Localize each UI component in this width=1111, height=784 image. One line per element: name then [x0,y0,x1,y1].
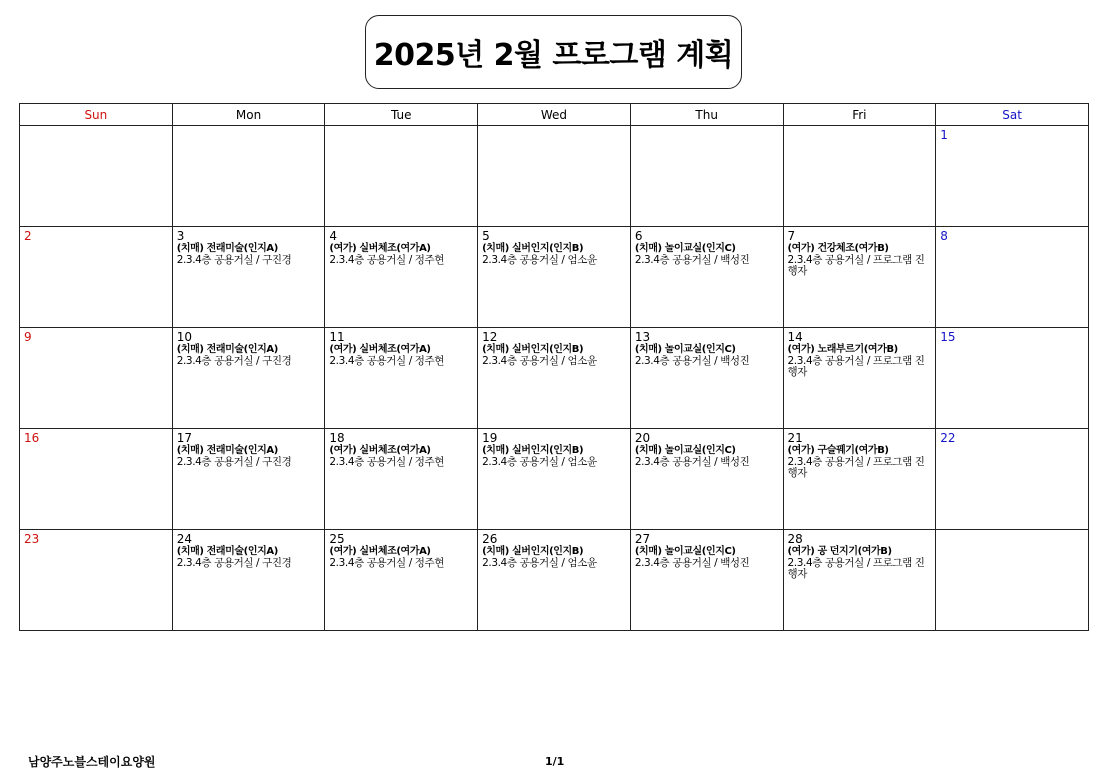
calendar-body [20,126,1089,631]
program-location-staff: 2.3.4층 공용거실 / 엄소윤 [482,456,597,468]
day-number: 10 [176,330,192,344]
day-cell [478,429,631,530]
program-location-staff: 2.3.4층 공용거실 / 백성진 [634,355,750,367]
page-title: 2025년 2월 프로그램 계획 [373,38,734,73]
day-number: 2 [24,229,32,243]
program-title: (여가) 노래부르기(여가B) [787,344,898,355]
day-cell [20,126,173,227]
day-number: 8 [940,229,948,243]
day-number: 11 [329,330,345,344]
day-number: 28 [787,532,803,546]
program-title: (치매) 실버인지(인지B) [482,243,584,254]
weekday-header-row [20,104,1089,126]
program-title: (치매) 실버인지(인지B) [482,344,584,355]
day-number: 27 [634,532,651,546]
program-title: (치매) 전래미술(인지A) [176,445,278,456]
day-number: 6 [634,229,643,243]
footer-page-number: 1/1 [545,755,565,768]
day-cell [478,126,631,227]
week-row [20,126,1089,227]
day-cell [936,328,1089,429]
program-title: (치매) 놀이교실(인지C) [634,546,736,557]
program-title: (치매) 전래미술(인지A) [176,243,278,254]
weekday-header-mon: Mon [172,104,325,126]
calendar-table [19,103,1089,631]
day-cell [783,429,936,530]
day-cell [325,530,478,631]
program-location-staff: 2.3.4층 공용거실 / 정주현 [329,557,445,569]
week-row [20,429,1089,530]
program-title: (여가) 실버체조(여가A) [329,546,431,557]
day-cell [20,328,173,429]
program-title: (여가) 구슬꿰기(여가B) [787,445,889,456]
day-cell [172,126,325,227]
day-cell [325,126,478,227]
day-cell [783,126,936,227]
day-number: 9 [24,330,32,344]
day-cell [783,530,936,631]
program-location-staff: 2.3.4층 공용거실 / 구진경 [176,456,292,468]
day-number: 24 [176,532,192,546]
day-number: 18 [329,431,345,445]
day-cell [20,429,173,530]
day-number: 13 [634,330,651,344]
day-number: 3 [176,229,185,243]
day-cell [478,328,631,429]
program-title: (치매) 실버인지(인지B) [482,546,584,557]
day-cell [783,328,936,429]
day-cell [936,227,1089,328]
day-number: 5 [482,229,490,243]
day-number: 26 [482,532,498,546]
day-cell [172,328,325,429]
weekday-header-thu: Thu [630,104,783,126]
day-cell [936,126,1089,227]
day-number: 16 [24,431,40,445]
title-box [365,15,742,89]
program-location-staff: 2.3.4층 공용거실 / 백성진 [634,557,750,569]
program-title: (치매) 실버인지(인지B) [482,445,584,456]
day-cell [630,126,783,227]
day-number: 20 [634,431,651,445]
weekday-header-sat: Sat [936,104,1089,126]
program-title: (여가) 실버체조(여가A) [329,344,431,355]
day-cell [478,530,631,631]
program-location-staff: 2.3.4층 공용거실 / 정주현 [329,355,445,367]
day-cell [325,328,478,429]
program-title: (치매) 놀이교실(인지C) [634,243,736,254]
day-cell [630,530,783,631]
weekday-header-fri: Fri [783,104,936,126]
program-location-staff: 2.3.4층 공용거실 / 프로그램 진행자 [787,254,925,277]
program-location-staff: 2.3.4층 공용거실 / 백성진 [634,254,750,266]
day-number: 22 [940,431,956,445]
day-cell [630,227,783,328]
program-title: (치매) 전래미술(인지A) [176,546,278,557]
day-cell [936,530,1089,631]
day-cell [172,227,325,328]
day-number: 7 [787,229,796,243]
program-title: (여가) 건강체조(여가B) [787,243,889,254]
day-cell [478,227,631,328]
day-cell [20,227,173,328]
program-location-staff: 2.3.4층 공용거실 / 구진경 [176,254,292,266]
day-number: 17 [176,431,192,445]
day-number: 23 [24,532,40,546]
program-location-staff: 2.3.4층 공용거실 / 정주현 [329,456,445,468]
week-row [20,328,1089,429]
program-location-staff: 2.3.4층 공용거실 / 구진경 [176,557,292,569]
day-number: 4 [329,229,338,243]
program-location-staff: 2.3.4층 공용거실 / 엄소윤 [482,355,597,367]
day-cell [630,328,783,429]
program-location-staff: 2.3.4층 공용거실 / 엄소윤 [482,557,597,569]
program-location-staff: 2.3.4층 공용거실 / 프로그램 진행자 [787,557,925,580]
day-number: 12 [482,330,498,344]
day-cell [783,227,936,328]
weekday-header-tue: Tue [325,104,478,126]
day-cell [630,429,783,530]
program-title: (치매) 전래미술(인지A) [176,344,278,355]
day-cell [936,429,1089,530]
footer-organization: 남양주노블스테이요양원 [28,755,156,769]
program-location-staff: 2.3.4층 공용거실 / 엄소윤 [482,254,597,266]
program-title: (여가) 공 던지기(여가B) [787,546,892,557]
day-cell [172,530,325,631]
day-number: 1 [940,128,948,142]
program-location-staff: 2.3.4층 공용거실 / 구진경 [176,355,292,367]
week-row [20,227,1089,328]
program-location-staff: 2.3.4층 공용거실 / 프로그램 진행자 [787,355,925,378]
day-cell [172,429,325,530]
program-location-staff: 2.3.4층 공용거실 / 정주현 [329,254,445,266]
weekday-header-sun: Sun [20,104,173,126]
day-cell [325,227,478,328]
weekday-header-wed: Wed [478,104,631,126]
day-cell [20,530,173,631]
program-location-staff: 2.3.4층 공용거실 / 프로그램 진행자 [787,456,925,479]
program-title: (치매) 놀이교실(인지C) [634,445,736,456]
program-title: (여가) 실버체조(여가A) [329,445,431,456]
day-number: 14 [787,330,803,344]
program-title: (치매) 놀이교실(인지C) [634,344,736,355]
program-location-staff: 2.3.4층 공용거실 / 백성진 [634,456,750,468]
day-number: 25 [329,532,345,546]
day-cell [325,429,478,530]
program-title: (여가) 실버체조(여가A) [329,243,431,254]
day-number: 15 [940,330,956,344]
day-number: 21 [787,431,803,445]
day-number: 19 [482,431,498,445]
week-row [20,530,1089,631]
